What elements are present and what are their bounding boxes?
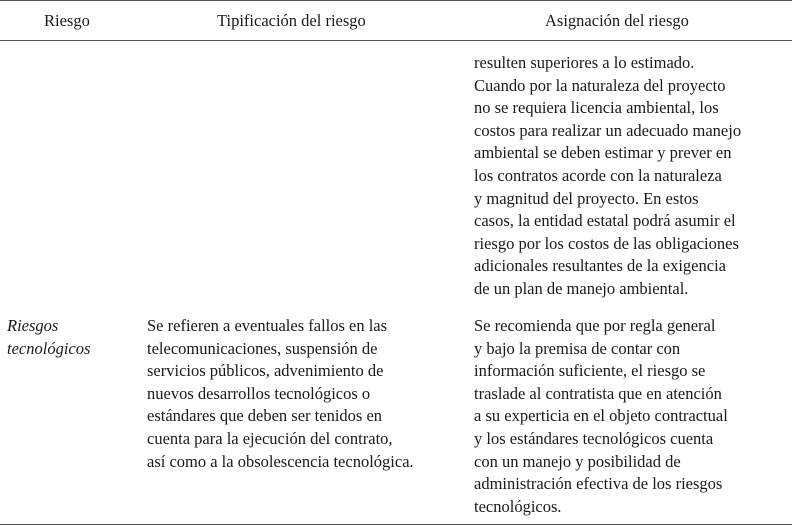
text-line: tecnológicos <box>7 338 91 358</box>
text-line: y magnitud del proyecto. En estos <box>474 188 699 208</box>
assignment-cell <box>474 315 728 518</box>
text-line: administración efectiva de los riesgos <box>474 474 723 494</box>
continued-assignment-cell <box>474 52 741 301</box>
text-line: Riesgos <box>7 316 59 335</box>
text-line: y los estándares tecnológicos cuenta <box>474 428 714 448</box>
risk-cell <box>7 315 90 360</box>
text-line: cuenta para la ejecución del contrato, <box>147 428 393 448</box>
text-line: no se requiera licencia ambiental, los <box>474 98 719 118</box>
text-line: Se refieren a eventuales fallos en las <box>147 316 388 335</box>
header-assignment: Asignación del riesgo <box>545 11 689 30</box>
header-bottom-rule <box>0 40 792 41</box>
text-line: los contratos acorde con la naturaleza <box>474 165 722 185</box>
text-line: nuevos desarrollos tecnológicos o <box>147 383 371 403</box>
text-line: adicionales resultantes de la exigencia <box>474 256 726 276</box>
text-line: telecomunicaciones, suspensión de <box>147 338 378 358</box>
text-line: estándares que deben ser tenidos en <box>147 406 383 426</box>
text-line: así como a la obsolescencia tecnológica. <box>147 451 414 471</box>
table-bottom-rule <box>0 524 792 525</box>
text-line: costos para realizar un adecuado manejo <box>474 120 742 140</box>
text-line: resulten superiores a lo estimado. <box>474 53 695 72</box>
text-line: riesgo por los costos de las obligaciones <box>474 233 739 253</box>
text-line: traslade al contratista que en atención <box>474 383 722 403</box>
text-line: a su experticia en el objeto contractual <box>474 406 728 426</box>
text-line: servicios públicos, advenimiento de <box>147 361 384 381</box>
text-line: de un plan de manejo ambiental. <box>474 278 689 298</box>
header-risk: Riesgo <box>44 11 90 30</box>
text-line: información suficiente, el riesgo se <box>474 361 706 381</box>
table-top-rule <box>0 0 792 1</box>
text-line: casos, la entidad estatal podrá asumir el <box>474 211 736 231</box>
text-line: ambiental se deben estimar y prever en <box>474 143 732 163</box>
header-typification: Tipificación del riesgo <box>217 11 366 30</box>
typification-cell <box>147 315 414 473</box>
text-line: con un manejo y posibilidad de <box>474 451 681 471</box>
text-line: y bajo la premisa de contar con <box>474 338 681 358</box>
text-line: Se recomienda que por regla general <box>474 316 716 335</box>
text-line: Cuando por la naturaleza del proyecto <box>474 75 726 95</box>
text-line: tecnológicos. <box>474 496 562 516</box>
